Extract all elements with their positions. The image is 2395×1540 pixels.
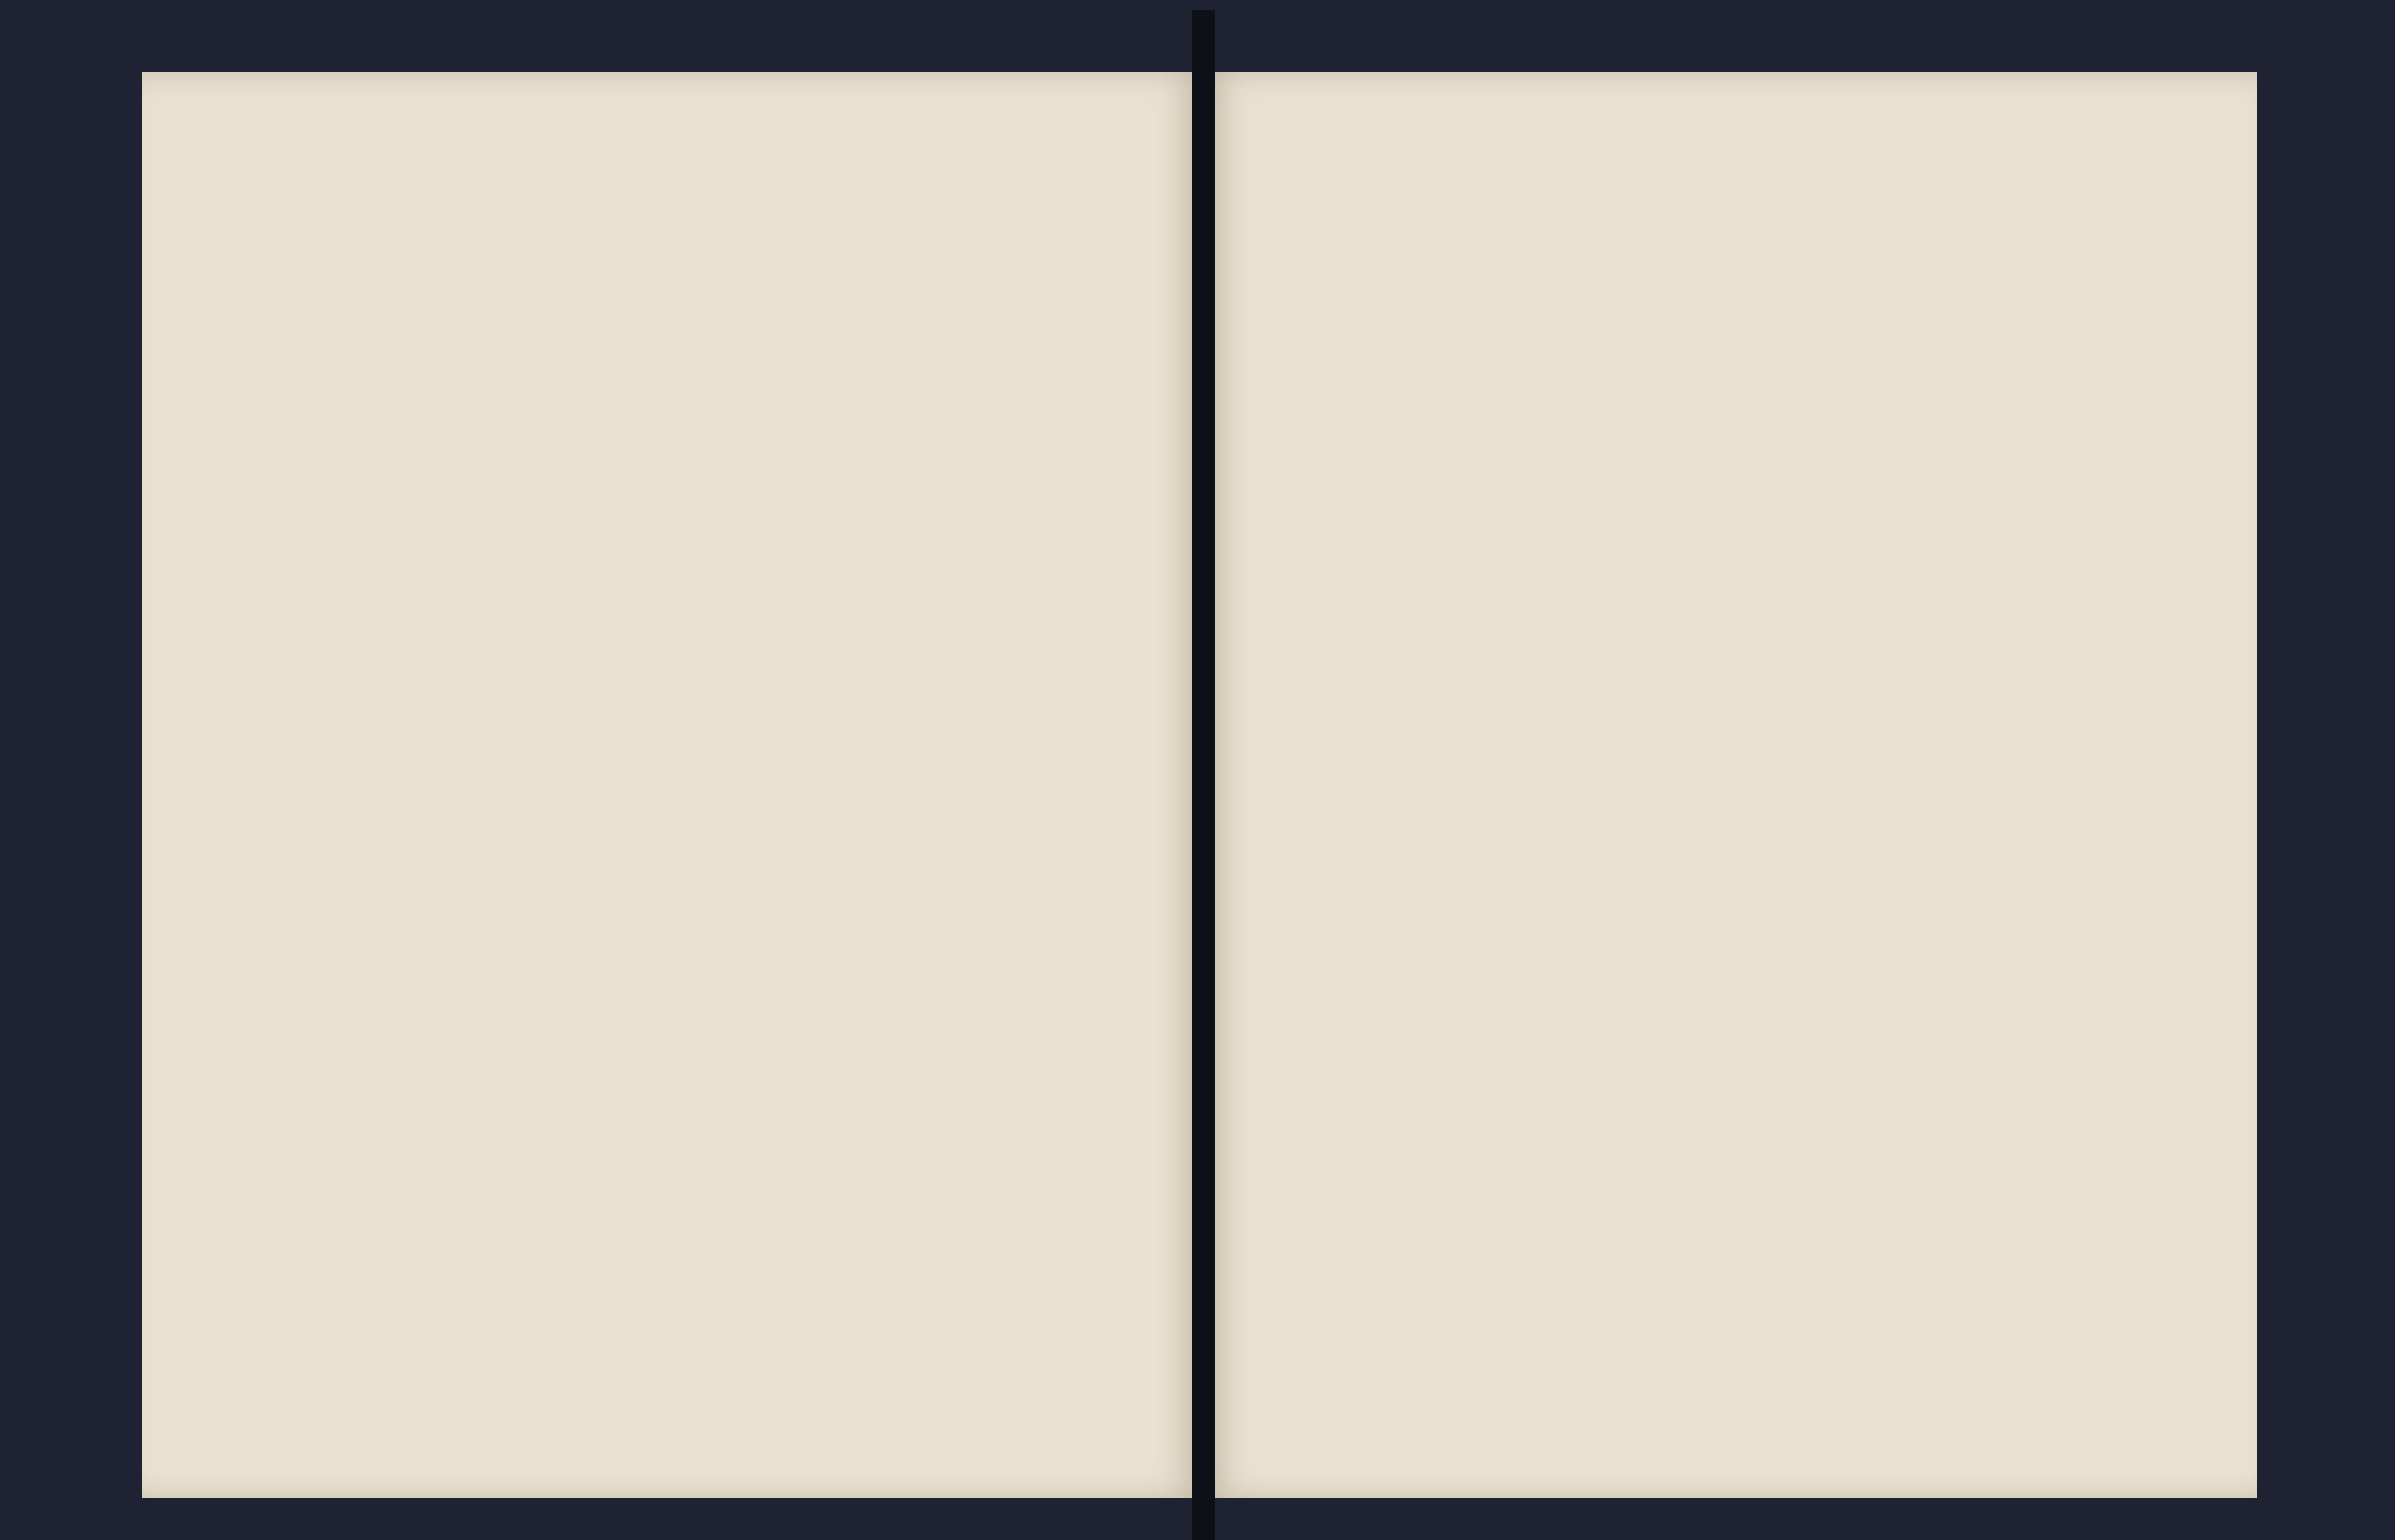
col-korov bbox=[898, 204, 923, 277]
col-vygon bbox=[666, 194, 691, 277]
right-page bbox=[1203, 72, 2257, 1498]
col-netel bbox=[925, 204, 950, 277]
col-ukos-2 bbox=[1362, 194, 1387, 277]
book-gutter bbox=[1192, 10, 1215, 1540]
col-vsego bbox=[771, 194, 796, 277]
col-ukos bbox=[1161, 194, 1186, 277]
left-page bbox=[142, 72, 1203, 1498]
col-les bbox=[609, 199, 635, 277]
